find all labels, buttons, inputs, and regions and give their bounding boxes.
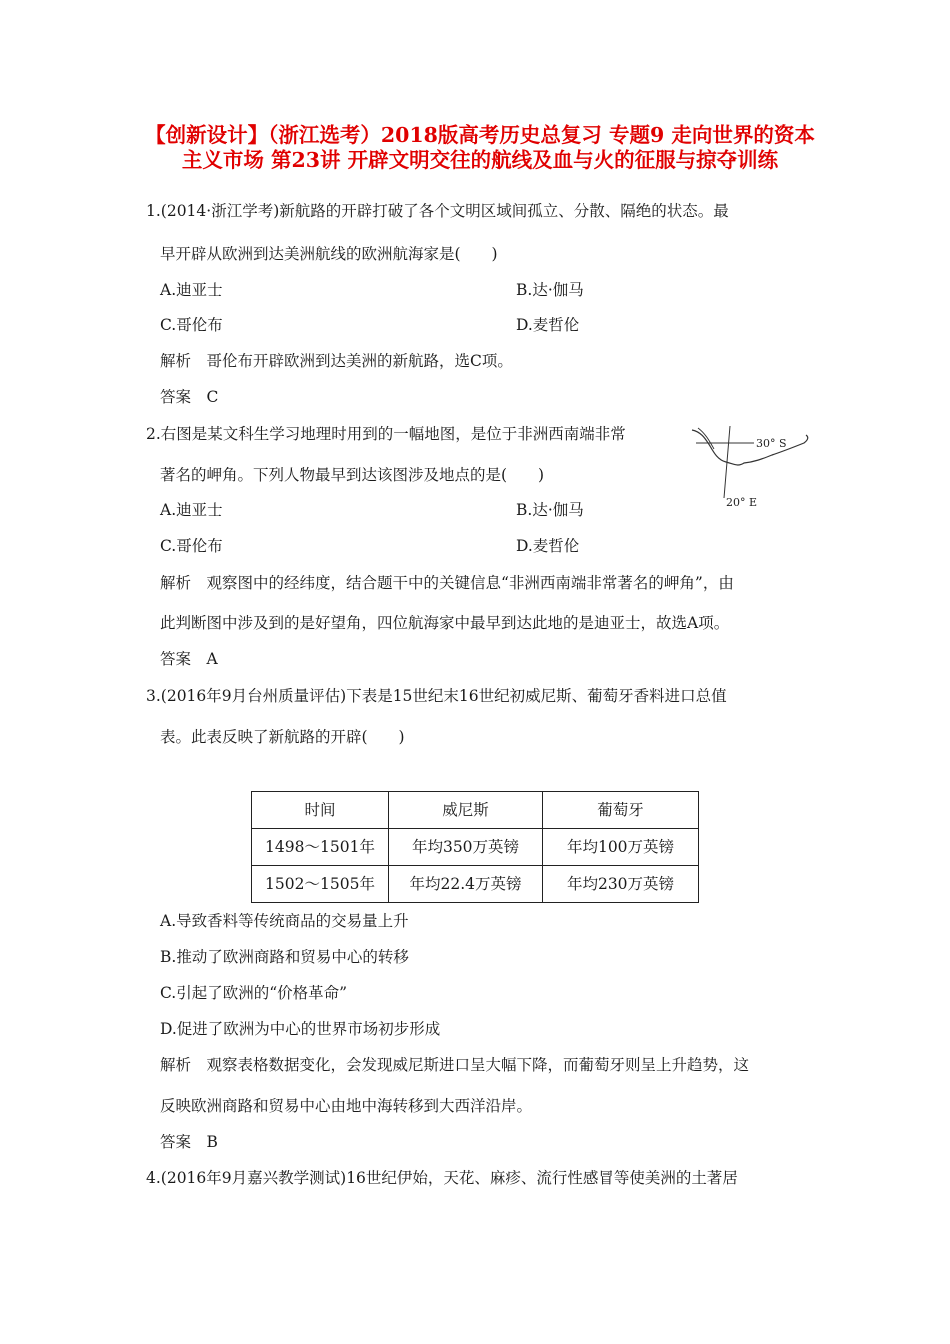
q2-analysis-line2: 此判断图中涉及到的是好望角，四位航海家中最早到达此地的是迪亚士，故选A项。 xyxy=(160,614,730,632)
coastline xyxy=(692,430,808,465)
q2-option-a: A.迪亚士 xyxy=(160,501,223,519)
q3-analysis-line1: 解析 观察表格数据变化，会发现威尼斯进口呈大幅下降，而葡萄牙则呈上升趋势，这 xyxy=(160,1056,750,1074)
q3-stem-line2: 表。此表反映了新航路的开辟( ) xyxy=(160,728,405,746)
q2-stem-line2: 著名的岬角。下列人物最早到达该图涉及地点的是( ) xyxy=(160,466,545,484)
table-header-row xyxy=(252,792,699,829)
cape-map-figure xyxy=(688,420,813,512)
table-header-cell: 威尼斯 xyxy=(389,792,543,829)
q1-option-c: C.哥伦布 xyxy=(160,316,223,334)
table-row xyxy=(252,866,699,903)
q2-option-d: D.麦哲伦 xyxy=(516,537,580,555)
q2-analysis-line1: 解析 观察图中的经纬度，结合题干中的关键信息“非洲西南端非常著名的岬角”，由 xyxy=(160,574,734,592)
q3-stem-line1: 3.(2016年9月台州质量评估)下表是15世纪末16世纪初威尼斯、葡萄牙香料进口总值 xyxy=(146,687,727,705)
q4-stem-line1: 4.(2016年9月嘉兴教学测试)16世纪伊始，天花、麻疹、流行性感冒等使美洲的土著居 xyxy=(146,1169,738,1187)
q2-answer: 答案 A xyxy=(160,650,218,668)
table-cell: 年均230万英镑 xyxy=(543,866,699,903)
q1-option-a: A.迪亚士 xyxy=(160,281,223,299)
q1-analysis: 解析 哥伦布开辟欧洲到达美洲的新航路，选C项。 xyxy=(160,352,513,370)
table-header-cell: 时间 xyxy=(252,792,389,829)
q3-analysis-line2: 反映欧洲商路和贸易中心由地中海转移到大西洋沿岸。 xyxy=(160,1097,533,1115)
q2-option-c: C.哥伦布 xyxy=(160,537,223,555)
q1-option-d: D.麦哲伦 xyxy=(516,316,580,334)
table-header-cell: 葡萄牙 xyxy=(543,792,699,829)
q3-option-c: C.引起了欧洲的“价格革命” xyxy=(160,984,348,1002)
table-cell: 年均350万英镑 xyxy=(389,829,543,866)
q2-option-b: B.达·伽马 xyxy=(516,501,584,519)
q2-stem-line1: 2.右图是某文科生学习地理时用到的一幅地图，是位于非洲西南端非常 xyxy=(146,425,626,443)
q1-stem-line1: 1.(2014·浙江学考)新航路的开辟打破了各个文明区域间孤立、分散、隔绝的状态。最 xyxy=(146,202,729,220)
q3-option-d: D.促进了欧洲为中心的世界市场初步形成 xyxy=(160,1020,441,1038)
longitude-label: 20° E xyxy=(726,496,758,509)
table-cell: 年均100万英镑 xyxy=(543,829,699,866)
table-row xyxy=(252,829,699,866)
q3-option-a: A.导致香料等传统商品的交易量上升 xyxy=(160,912,409,930)
spice-import-table xyxy=(251,791,699,903)
q3-option-b: B.推动了欧洲商路和贸易中心的转移 xyxy=(160,948,409,966)
table-cell: 年均22.4万英镑 xyxy=(389,866,543,903)
document-title: 【创新设计】（浙江选考）2018版高考历史总复习 专题9 走向世界的资本主义市场 第23讲 开辟文明交往的航线及血与火的征服与掠夺训练 xyxy=(145,123,815,172)
latitude-label: 30° S xyxy=(756,437,787,450)
coastline-inner xyxy=(698,428,714,449)
q1-answer: 答案 C xyxy=(160,388,219,406)
q3-answer: 答案 B xyxy=(160,1133,218,1151)
table-cell: 1502～1505年 xyxy=(252,866,389,903)
q1-option-b: B.达·伽马 xyxy=(516,281,584,299)
q1-stem-line2: 早开辟从欧洲到达美洲航线的欧洲航海家是( ) xyxy=(160,245,498,263)
table-cell: 1498～1501年 xyxy=(252,829,389,866)
